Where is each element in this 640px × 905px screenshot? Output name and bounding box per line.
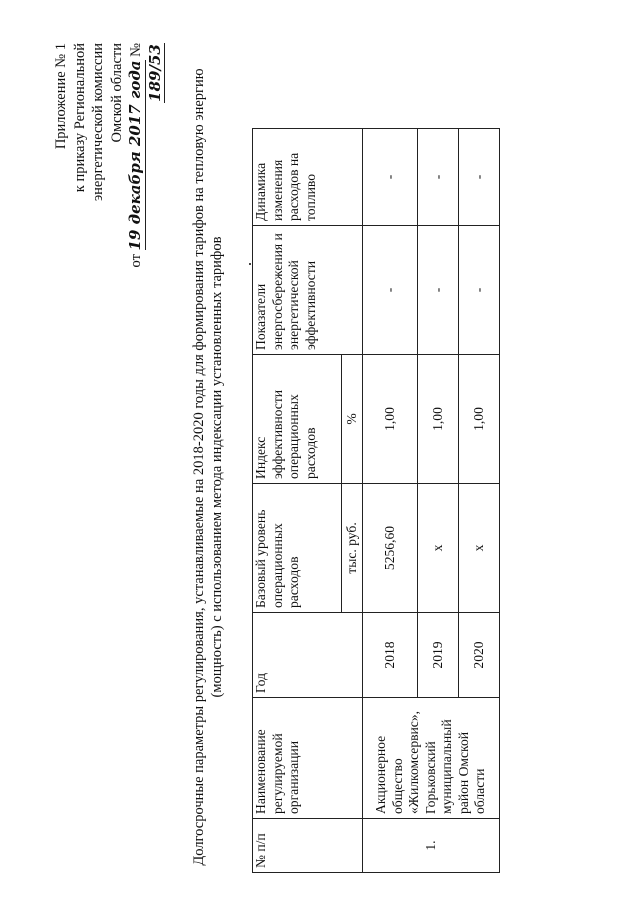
date-prefix: от: [128, 254, 144, 268]
row-number: 1.: [363, 819, 500, 873]
header-base: Базовый уровень операционных расходов: [253, 484, 342, 613]
cell-base: х: [459, 484, 500, 613]
stray-mark: [249, 263, 251, 265]
header-num: № п/п: [253, 819, 363, 873]
appendix-block: [52, 43, 165, 305]
header-index: Индекс эффективности операционных расходов: [253, 355, 342, 484]
cell-energy: -: [459, 226, 500, 355]
appendix-line-3: энергетической комиссии: [90, 43, 106, 202]
cell-energy: -: [363, 226, 418, 355]
header-fuel: Динамика изменения расходов на топливо: [253, 129, 363, 226]
cell-base: х: [418, 484, 459, 613]
unit-index: %: [342, 355, 363, 484]
appendix-line-4: Омской области: [108, 43, 125, 143]
cell-energy: -: [418, 226, 459, 355]
cell-fuel: -: [363, 129, 418, 226]
parameters-table: [252, 128, 500, 873]
cell-year: 2019: [418, 613, 459, 698]
cell-index: 1,00: [363, 355, 418, 484]
cell-fuel: -: [459, 129, 500, 226]
header-year: Год: [253, 613, 363, 698]
handwritten-date: 19 декабря 2017 года: [126, 60, 144, 251]
table-row: [363, 129, 418, 873]
cell-year: 2020: [459, 613, 500, 698]
cell-index: 1,00: [459, 355, 500, 484]
header-org: Наименование регулируемой организации: [253, 698, 363, 819]
cell-fuel: -: [418, 129, 459, 226]
header-energy: Показатели энергосбережения и энергетической эффективности: [253, 226, 363, 355]
number-label: №: [128, 43, 144, 57]
cell-index: 1,00: [418, 355, 459, 484]
cell-year: 2018: [363, 613, 418, 698]
document-title: Долгосрочные параметры регулирования, устанавливаемые на 2018-2020 годы для формирования тарифов на тепловую энергию (мощность) с использованием метода индексации установленных тарифов: [191, 68, 225, 866]
handwritten-number: 189/53: [145, 44, 164, 102]
unit-base: тыс. руб.: [342, 484, 363, 613]
table-header-row: [253, 129, 342, 873]
appendix-line-2: к приказу Региональной: [71, 43, 88, 193]
appendix-date-line: [126, 43, 165, 305]
organization-name: Акционерное общество «Жилкомсервис», Горьковский муниципальный район Омской области: [363, 698, 500, 819]
cell-base: 5256,60: [363, 484, 418, 613]
appendix-line-1: Приложение № 1: [53, 43, 69, 150]
